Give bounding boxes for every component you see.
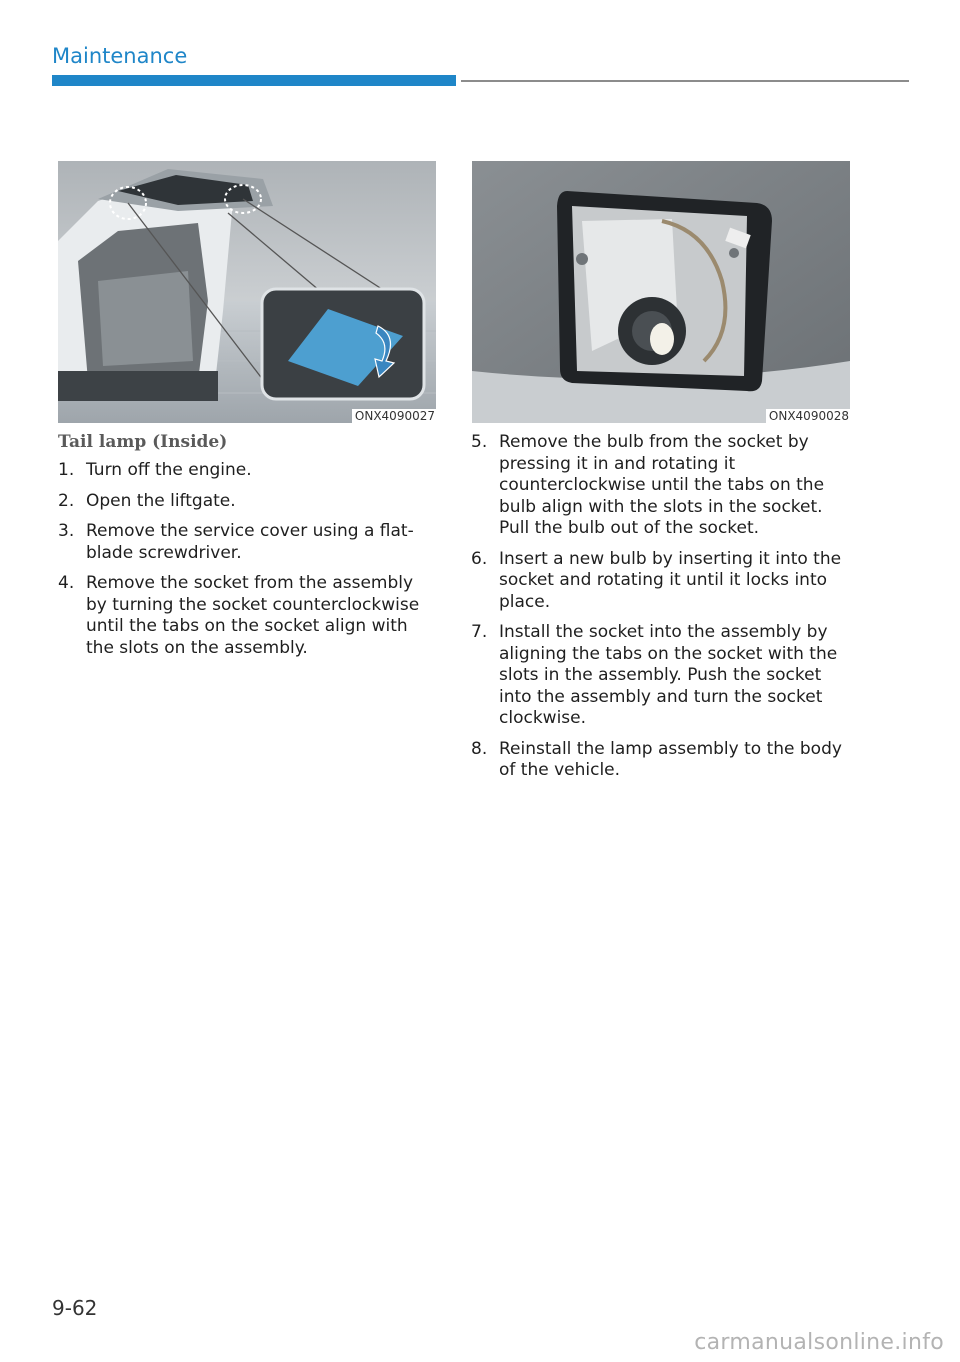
list-item: [58, 573, 438, 659]
list-item: [471, 549, 856, 614]
list-item: [471, 432, 856, 540]
step-number: 3.: [58, 521, 75, 541]
step-text: Remove the service cover using a flat-blade screwdriver.: [86, 521, 414, 563]
header-accent-rule: [52, 75, 456, 86]
step-text: Install the socket into the assembly by aligning the tabs on the socket with the slots in the assembly. Push the socket into the assembly and turn the socket clockwise.: [499, 622, 838, 728]
header-divider-rule: [461, 80, 909, 82]
step-number: 4.: [58, 573, 75, 593]
step-number: 1.: [58, 460, 75, 480]
step-text: Remove the socket from the assembly by turning the socket counterclockwise until the tabs on the socket align with the slots on the assembly.: [86, 573, 420, 658]
list-item: [471, 739, 856, 782]
figure-code-left: ONX4090027: [352, 409, 436, 423]
steps-list-left: [58, 460, 438, 659]
list-item: [58, 460, 438, 482]
step-number: 8.: [471, 738, 488, 759]
step-text: Turn off the engine.: [86, 460, 252, 480]
list-item: [58, 491, 438, 513]
step-text: Insert a new bulb by inserting it into the socket and rotating it until it locks into place.: [499, 548, 842, 612]
steps-list-right: [471, 432, 856, 782]
page-number: 9-62: [52, 1296, 98, 1320]
step-text: Reinstall the lamp assembly to the body of the vehicle.: [499, 738, 842, 780]
step-number: 6.: [471, 548, 488, 569]
section-title: Maintenance: [52, 44, 188, 68]
step-number: 2.: [58, 490, 75, 511]
step-number: 7.: [471, 622, 488, 642]
figure-code-right: ONX4090028: [766, 409, 850, 423]
step-text: Open the liftgate.: [86, 490, 236, 511]
watermark-link[interactable]: carmanualsonline.info: [694, 1330, 944, 1355]
liftgate-illustration: [58, 161, 436, 423]
right-column: [471, 432, 856, 791]
step-number: 5.: [471, 432, 488, 452]
section-heading: Tail lamp (Inside): [58, 432, 228, 452]
step-text: Remove the bulb from the socket by pressing it in and rotating it counterclockwise until the tabs on the bulb align with the slots in the socket. Pull the bulb out of the socket.: [499, 432, 825, 538]
left-column: [58, 430, 438, 668]
socket-illustration: [472, 161, 850, 423]
list-item: [58, 521, 438, 564]
list-item: [471, 622, 856, 730]
